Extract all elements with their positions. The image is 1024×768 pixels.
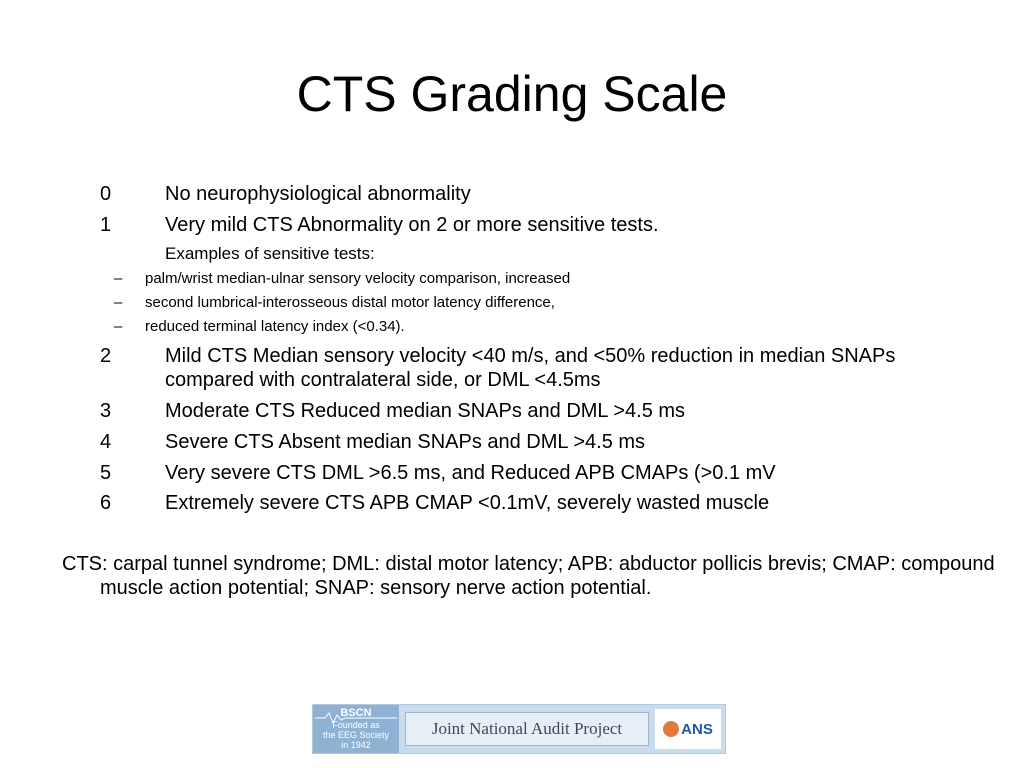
ans-label: ANS [681, 720, 713, 738]
ans-logo [655, 709, 721, 749]
grade-number: 2 [100, 345, 112, 367]
grade-number: 3 [100, 400, 112, 422]
bscn-label: BSCN [340, 707, 372, 719]
bscn-subtitle-line: Founded as [332, 720, 380, 730]
sensitive-tests-heading: Examples of sensitive tests: [165, 244, 375, 263]
audit-project-label: Joint National Audit Project [405, 712, 649, 746]
dash-bullet: – [114, 318, 123, 335]
grade-number: 4 [100, 431, 112, 453]
bscn-logo [313, 705, 399, 753]
sensitive-test-text: second lumbrical-interosseous distal motor latency difference, [145, 294, 555, 311]
grade-description: Very mild CTS Abnormality on 2 or more sensitive tests. [165, 214, 659, 236]
waveform-icon [315, 711, 397, 725]
grade-number: 1 [100, 214, 112, 236]
grade-description: Extremely severe CTS APB CMAP <0.1mV, severely wasted muscle [165, 492, 770, 514]
grade-description: Moderate CTS Reduced median SNAPs and DML >4.5 ms [165, 400, 686, 422]
bscn-subtitle-line: in 1942 [341, 740, 371, 750]
bscn-subtitle-line: the EEG Society [322, 730, 390, 740]
sensitive-test-text: palm/wrist median-ulnar sensory velocity comparison, increased [145, 270, 571, 287]
grade-description: Very severe CTS DML >6.5 ms, and Reduced APB CMAPs (>0.1 mV [165, 462, 776, 484]
grade-number: 6 [100, 492, 112, 514]
audit-project-logo [312, 704, 726, 754]
grade-description: Severe CTS Absent median SNAPs and DML >4.5 ms [165, 431, 646, 453]
grade-number: 0 [100, 183, 112, 205]
slide-title: CTS Grading Scale [296, 66, 728, 122]
abbreviations-footnote: CTS: carpal tunnel syndrome; DML: distal motor latency; APB: abductor pollicis brevis; CMAP: compound muscle action potential; SNAP: sensory nerve action potential. [62, 553, 995, 599]
ans-emblem-icon [663, 721, 679, 737]
sensitive-test-text: reduced terminal latency index (<0.34). [145, 318, 405, 335]
dash-bullet: – [114, 294, 123, 311]
grade-description: No neurophysiological abnormality [165, 183, 471, 205]
grade-description: Mild CTS Median sensory velocity <40 m/s, and <50% reduction in median SNAPs compared with contralateral side, or DML <4.5ms [165, 345, 896, 391]
grade-number: 5 [100, 462, 112, 484]
dash-bullet: – [114, 270, 123, 287]
